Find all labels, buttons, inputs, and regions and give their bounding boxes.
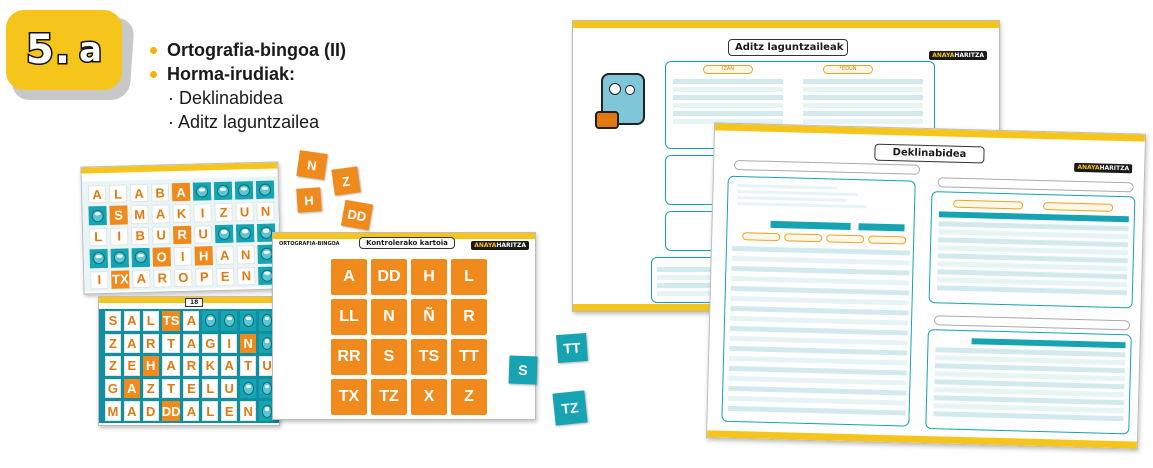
brand-logo (471, 241, 529, 250)
letter-cell: N (240, 401, 256, 421)
letter-cell: G (105, 379, 121, 399)
brand-logo-a: ANAYA (1077, 163, 1100, 172)
control-tile: RR (331, 339, 367, 375)
section-header (734, 160, 920, 175)
letter-cell: G (202, 334, 218, 354)
column-header (742, 232, 780, 241)
control-tile: R (451, 299, 487, 335)
table-row (803, 119, 923, 124)
letter-cell: I (110, 227, 128, 246)
mascot-icon (88, 206, 106, 225)
letter-cell: E (183, 379, 199, 399)
bingo-board-2 (98, 296, 280, 426)
letter-cell: U (194, 225, 212, 244)
brand-logo (1074, 163, 1132, 174)
control-tile: TT (451, 339, 487, 375)
brand-logo-b: HARITZA (496, 242, 526, 249)
control-tile: A (331, 259, 367, 295)
mascot-icon (214, 182, 232, 201)
column-header (826, 234, 864, 243)
brand-logo-b: HARITZA (954, 52, 984, 59)
letter-cell: A (124, 334, 140, 354)
letter-cell: Z (214, 203, 232, 222)
letter-cell: N (240, 334, 256, 354)
column-header: *EDUN (823, 65, 873, 74)
brand-logo-a: ANAYA (932, 52, 955, 59)
poster-title: Deklinabidea (874, 144, 984, 164)
letter-cell: S (105, 311, 121, 331)
card-title: Kontrolerako kartoia (359, 237, 455, 249)
letter-cell: Z (105, 356, 121, 376)
section-header (938, 177, 1134, 192)
list-item (150, 38, 346, 62)
letter-cell: A (124, 401, 140, 421)
letter-cell: B (151, 183, 169, 202)
control-tile: H (411, 259, 447, 295)
mascot-icon (111, 249, 129, 268)
letter-cell: U (235, 202, 253, 221)
section-header (934, 315, 1130, 330)
letter-tile[interactable]: S (509, 356, 538, 385)
mascot-icon (240, 379, 256, 399)
letter-cell: Z (105, 334, 121, 354)
letter-cell: K (202, 356, 218, 376)
mascot-eye-icon (625, 85, 635, 95)
letter-tile[interactable]: Z (331, 166, 360, 195)
brand-logo-b: HARITZA (1099, 164, 1130, 173)
letter-cell: A (88, 185, 106, 204)
page-number: 18 (185, 298, 203, 307)
letter-cell: A (124, 379, 140, 399)
letter-cell: TX (111, 271, 129, 288)
brand-logo-a: ANAYA (474, 242, 497, 249)
bullet-icon (150, 47, 157, 54)
poster-stripe (707, 430, 1137, 448)
table-row (673, 103, 783, 108)
letter-cell: M (130, 205, 148, 224)
letter-cell: L (202, 401, 218, 421)
content-list (150, 38, 346, 134)
mascot-icon (256, 181, 274, 200)
letter-tile[interactable]: N (296, 150, 327, 180)
mascot-icon (215, 224, 233, 243)
table-row (673, 111, 783, 116)
mascot-icon (90, 249, 108, 268)
letter-cell: A (130, 184, 148, 203)
control-tile: Z (451, 379, 487, 415)
letter-cell: R (143, 334, 159, 354)
letter-cell: S (109, 206, 127, 225)
letter-cell: A (124, 311, 140, 331)
control-tile: DD (371, 259, 407, 295)
control-tile: S (371, 339, 407, 375)
section-badge (6, 10, 122, 90)
letter-cell: L (202, 379, 218, 399)
letter-cell: P (195, 268, 213, 287)
mascot-icon (202, 311, 218, 331)
sub-list-item: · Deklinabidea (168, 88, 284, 108)
letter-cell: K (172, 204, 190, 223)
mascot-eye-icon (609, 83, 621, 95)
mascot-icon (236, 224, 254, 243)
control-card (272, 232, 536, 420)
letter-cell: O (174, 268, 192, 287)
letter-cell: R (153, 269, 171, 288)
mascot-icon (240, 311, 256, 331)
mascot-icon (235, 181, 253, 200)
card-header-label: ORTOGRAFIA-BINGOA (279, 241, 340, 247)
letter-cell: N (256, 202, 274, 221)
table-header (858, 223, 904, 231)
letter-cell: E (221, 401, 237, 421)
column-header (784, 233, 822, 242)
letter-cell: I (193, 204, 211, 223)
letter-cell: L (143, 311, 159, 331)
letter-grid (105, 311, 275, 421)
letter-cell: A (132, 269, 150, 288)
letter-cell: Z (143, 379, 159, 399)
letter-cell: A (172, 183, 190, 202)
table-row (673, 87, 783, 92)
column-header: IZAN (703, 65, 753, 74)
control-tile: TZ (371, 379, 407, 415)
letter-cell: R (173, 226, 191, 245)
letter-cell: DD (162, 401, 181, 421)
poster-deklinabidea (706, 122, 1146, 449)
letter-cell: R (183, 356, 199, 376)
letter-cell: I (221, 334, 237, 354)
letter-grid (88, 181, 277, 290)
letter-cell: B (131, 227, 149, 246)
table-row (803, 87, 923, 92)
sub-list-item: · Aditz laguntzailea (168, 112, 320, 132)
letter-cell: M (105, 401, 121, 421)
list-item-label: Horma-irudiak: (167, 64, 296, 84)
letter-cell: A (183, 311, 199, 331)
letter-cell: A (221, 356, 237, 376)
table-row (803, 111, 923, 116)
table-row (673, 95, 783, 100)
letter-cell: D (143, 401, 159, 421)
letter-cell: N (237, 267, 255, 286)
letter-cell: U (259, 356, 275, 376)
letter-cell: T (162, 379, 181, 399)
list-item-label: Ortografia-bingoa (II) (167, 40, 346, 60)
letter-cell: A (215, 246, 233, 265)
control-tile: TX (331, 379, 367, 415)
letter-cell: A (162, 356, 181, 376)
badge-letter: a (79, 30, 102, 70)
letter-cell: T (162, 334, 181, 354)
letter-cell: I (90, 271, 108, 290)
control-tile: X (411, 379, 447, 415)
list-item (150, 62, 346, 86)
bullet-icon (150, 71, 157, 78)
control-tile-grid (331, 259, 487, 415)
board-stripe (81, 162, 277, 173)
letter-tile[interactable]: TZ (552, 390, 587, 425)
poster-stripe (573, 21, 999, 28)
letter-cell: U (152, 226, 170, 245)
badge-number: 5. (26, 27, 72, 73)
letter-cell: A (183, 401, 199, 421)
letter-cell: H (143, 356, 159, 376)
mascot-icon (132, 248, 150, 267)
letter-cell: E (124, 356, 140, 376)
mascot-icon (221, 311, 237, 331)
letter-cell: E (216, 267, 234, 286)
letter-cell: L (109, 184, 127, 203)
letter-cell: A (183, 334, 199, 354)
brand-logo (929, 51, 987, 60)
table-row (803, 103, 923, 108)
letter-cell: T (240, 356, 256, 376)
letter-cell: A (151, 205, 169, 224)
control-tile: N (371, 299, 407, 335)
bingo-board-1 (80, 161, 281, 294)
letter-tile[interactable]: DD (341, 200, 373, 230)
control-tile: L (451, 259, 487, 295)
poster-title: Aditz laguntzaileak (728, 39, 848, 56)
control-tile: LL (331, 299, 367, 335)
camera-icon (595, 111, 619, 129)
letter-tile[interactable]: H (296, 187, 322, 213)
control-tile: Ñ (411, 299, 447, 335)
letter-cell: I (174, 247, 192, 266)
column-header (868, 235, 906, 244)
letter-cell: H (194, 246, 212, 265)
table-row (803, 79, 923, 84)
letter-tile[interactable]: TT (556, 333, 588, 363)
table-row (673, 79, 783, 84)
letter-cell: TS (162, 311, 181, 331)
letter-cell: L (89, 228, 107, 247)
letter-cell: O (153, 247, 171, 266)
letter-cell: U (221, 379, 237, 399)
table-row (803, 95, 923, 100)
letter-cell: N (236, 245, 254, 264)
mascot-icon (193, 182, 211, 201)
control-tile: TS (411, 339, 447, 375)
